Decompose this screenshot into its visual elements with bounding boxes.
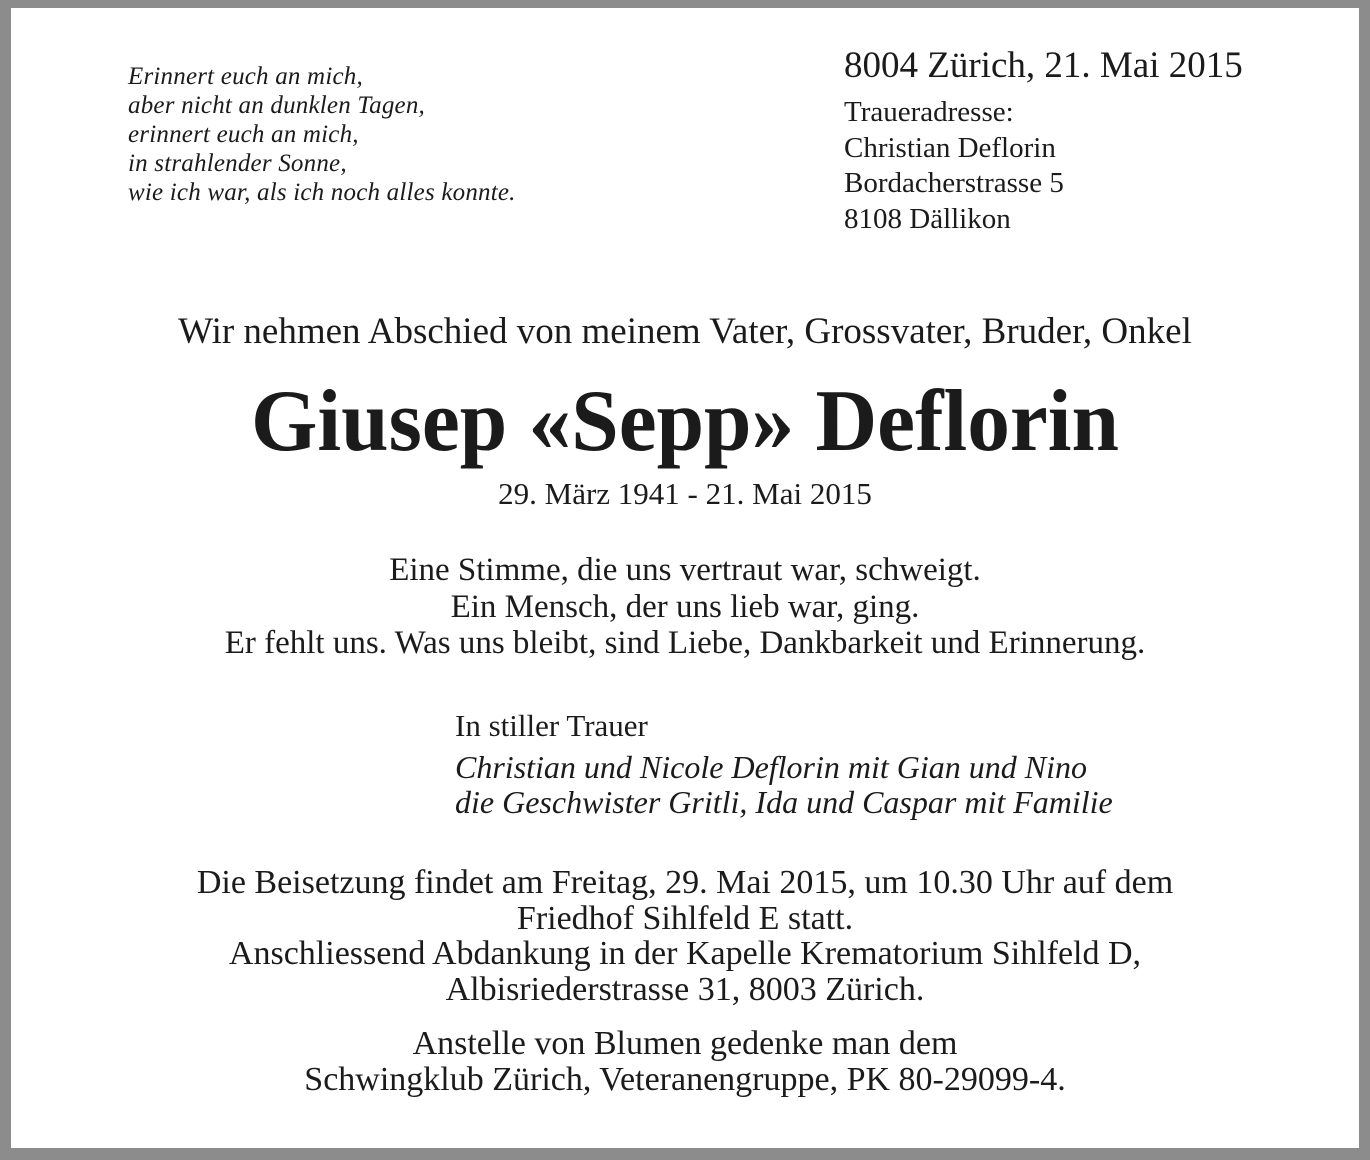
poem-line: Erinnert euch an mich, <box>128 63 363 90</box>
funeral-line: Friedhof Sihlfeld E statt. <box>516 899 854 937</box>
mourning-address-street: Bordacherstrasse 5 <box>844 167 1064 199</box>
donation-request <box>11 1026 1359 1098</box>
mourner-names-line: die Geschwister Gritli, Ida und Caspar mit Familie <box>455 784 1113 820</box>
dateline-and-mourning-address <box>844 44 1243 237</box>
obituary-notice-page <box>11 8 1359 1148</box>
funeral-line: Albisriederstrasse 31, 8003 Zürich. <box>445 970 925 1008</box>
in-mourning-heading: In stiller Trauer <box>455 708 648 743</box>
verse-line: Ein Mensch, der uns lieb war, ging. <box>450 588 920 625</box>
city-and-date: 8004 Zürich, 21. Mai 2015 <box>844 45 1243 86</box>
donation-line: Anstelle von Blumen gedenke man dem <box>412 1025 958 1062</box>
funeral-line: Anschliessend Abdankung in der Kapelle Krematorium Sihlfeld D, <box>228 935 1142 972</box>
funeral-line: Die Beisetzung findet am Freitag, 29. Mai 2015, um 10.30 Uhr auf dem <box>196 864 1174 901</box>
donation-line: Schwingklub Zürich, Veteranengruppe, PK 80-29099-4. <box>304 1061 1066 1098</box>
memorial-verse <box>11 552 1359 662</box>
poem-line: wie ich war, als ich noch alles konnte. <box>128 179 516 206</box>
birth-death-dates: 29. März 1941 - 21. Mai 2015 <box>498 476 872 511</box>
mourning-address-name: Christian Deflorin <box>844 131 1056 164</box>
mourner-names-line: Christian und Nicole Deflorin mit Gian und Nino <box>455 749 1088 785</box>
funeral-details <box>11 865 1359 1007</box>
deceased-name-title: Giusep «Sepp» Deflorin <box>251 373 1119 470</box>
mourning-address-city: 8108 Dällikon <box>844 202 1011 235</box>
farewell-intro-line: Wir nehmen Abschied von meinem Vater, Grossvater, Bruder, Onkel <box>178 311 1192 352</box>
poem-line: erinnert euch an mich, <box>128 121 359 148</box>
poem-line: in strahlender Sonne, <box>128 150 347 177</box>
verse-line: Er fehlt uns. Was uns bleibt, sind Liebe, Dankbarkeit und Erinnerung. <box>224 625 1146 661</box>
verse-line: Eine Stimme, die uns vertraut war, schweigt. <box>389 552 981 588</box>
memorial-poem <box>128 62 516 207</box>
mourning-address-label: Traueradresse: <box>844 96 1014 128</box>
poem-line: aber nicht an dunklen Tagen, <box>128 92 426 119</box>
mourners-block <box>455 708 1113 820</box>
